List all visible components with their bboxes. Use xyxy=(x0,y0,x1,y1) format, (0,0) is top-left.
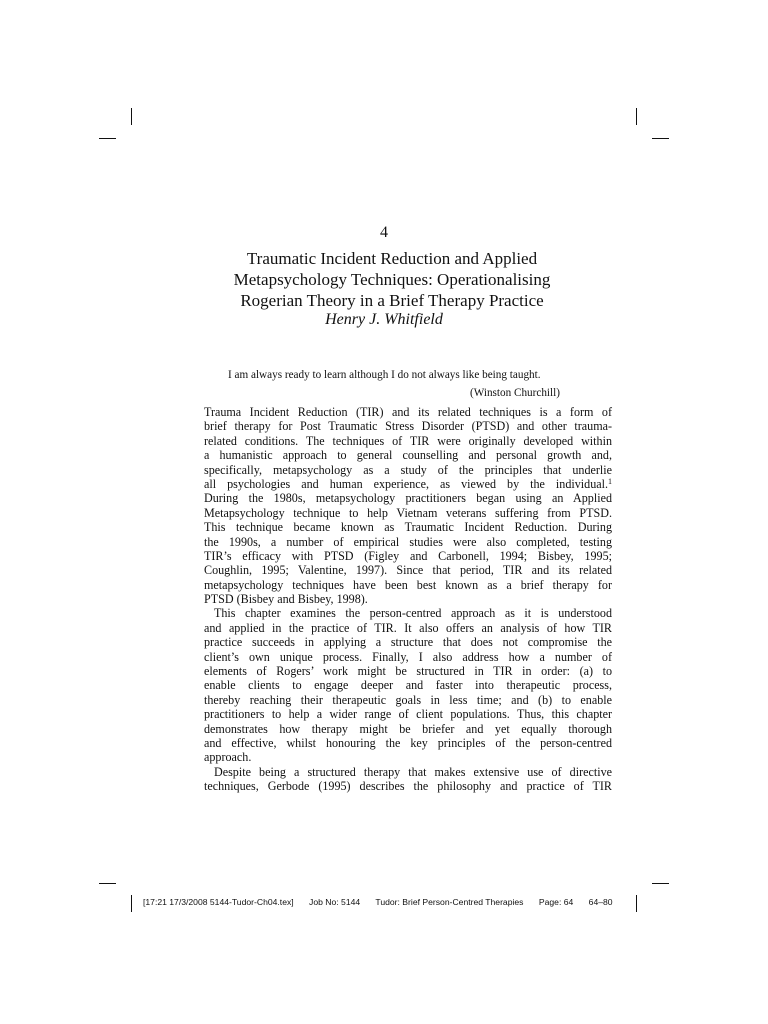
body-line: TIR’s efficacy with PTSD (Figley and Carbonell, 1994; Bisbey, 1995; xyxy=(204,548,612,563)
body-line: This technique became known as Traumatic Incident Reduction. During xyxy=(204,520,612,535)
crop-mark-bottom-left-vertical xyxy=(131,895,132,912)
body-line-text: all psychologies and human experience, as viewed by the individual. xyxy=(204,476,608,491)
footer-page-range: 64–80 xyxy=(588,897,613,907)
crop-mark-top-right-horizontal xyxy=(652,138,669,139)
body-line: Trauma Incident Reduction (TIR) and its related techniques is a form of xyxy=(204,405,612,419)
chapter-author: Henry J. Whitfield xyxy=(325,311,443,328)
epigraph-quote: I am always ready to learn although I do not always like being taught. xyxy=(228,369,541,381)
body-line: practice succeeds in applying a structure that does not compromise the xyxy=(204,635,612,650)
body-line: the 1990s, a number of empirical studies were also completed, testing xyxy=(204,534,612,549)
body-line: Coughlin, 1995; Valentine, 1997). Since that period, TIR and its related xyxy=(204,563,612,578)
chapter-title-line: Rogerian Theory in a Brief Therapy Practice xyxy=(240,291,544,310)
footer-timestamp: [17:21 17/3/2008 5144-Tudor-Ch04.tex] xyxy=(143,897,294,907)
chapter-title-line: Traumatic Incident Reduction and Applied xyxy=(246,249,538,268)
body-line: client’s own unique process. Finally, I also address how a number of xyxy=(204,649,612,664)
chapter-title-line: Metapsychology Techniques: Operationalising xyxy=(233,270,551,289)
crop-mark-top-right-vertical xyxy=(636,108,637,125)
chapter-title xyxy=(150,248,634,311)
body-line: related conditions. The techniques of TIR were originally developed within xyxy=(204,433,612,448)
body-line: practitioners to help a wider range of client populations. Thus, this chapter xyxy=(204,707,612,722)
body-line: This chapter examines the person-centred approach as it is understood xyxy=(214,606,612,621)
footnote-marker[interactable]: 1 xyxy=(608,476,612,486)
crop-mark-bottom-right-horizontal xyxy=(652,883,669,884)
body-line: thereby reaching their therapeutic goals in less time; and (b) to enable xyxy=(204,692,612,707)
body-line-with-footnote xyxy=(204,477,612,491)
body-line: During the 1980s, metapsychology practitioners began using an Applied xyxy=(204,491,612,506)
body-line: PTSD (Bisbey and Bisbey, 1998). xyxy=(204,592,368,607)
body-line: metapsychology techniques have been best known as a brief therapy for xyxy=(204,577,612,592)
body-line: and applied in the practice of TIR. It also offers an analysis of how TIR xyxy=(204,620,612,635)
body-line: Despite being a structured therapy that makes extensive use of directive xyxy=(214,764,612,779)
crop-mark-bottom-left-horizontal xyxy=(99,883,116,884)
body-line: elements of Rogers’ work might be structured in TIR in order: (a) to xyxy=(204,664,612,679)
crop-mark-top-left-horizontal xyxy=(99,138,116,139)
chapter-number: 4 xyxy=(380,224,388,241)
print-footer xyxy=(143,897,626,907)
crop-mark-bottom-right-vertical xyxy=(636,895,637,912)
crop-mark-top-left-vertical xyxy=(131,108,132,125)
body-line: brief therapy for Post Traumatic Stress Disorder (PTSD) and other trauma- xyxy=(204,419,612,434)
body-line: a humanistic approach to general counselling and personal growth and, xyxy=(204,448,612,463)
body-line: enable clients to engage deeper and faster into therapeutic process, xyxy=(204,678,612,693)
footer-page-number: Page: 64 xyxy=(538,897,574,907)
body-line: specifically, metapsychology as a study of the principles that underlie xyxy=(204,462,612,477)
body-line: Metapsychology technique to help Vietnam veterans suffering from PTSD. xyxy=(204,505,612,520)
body-line: and effective, whilst honouring the key principles of the person-centred xyxy=(204,735,612,750)
body-line: demonstrates how therapy might be briefer and yet equally thorough xyxy=(204,721,612,736)
body-line: techniques, Gerbode (1995) describes the philosophy and practice of TIR xyxy=(204,779,612,794)
body-text xyxy=(204,405,612,794)
epigraph-source: (Winston Churchill) xyxy=(470,387,560,399)
footer-job-number: Job No: 5144 xyxy=(309,897,361,907)
body-line: approach. xyxy=(204,750,252,765)
footer-book-title: Tudor: Brief Person-Centred Therapies xyxy=(375,897,524,907)
